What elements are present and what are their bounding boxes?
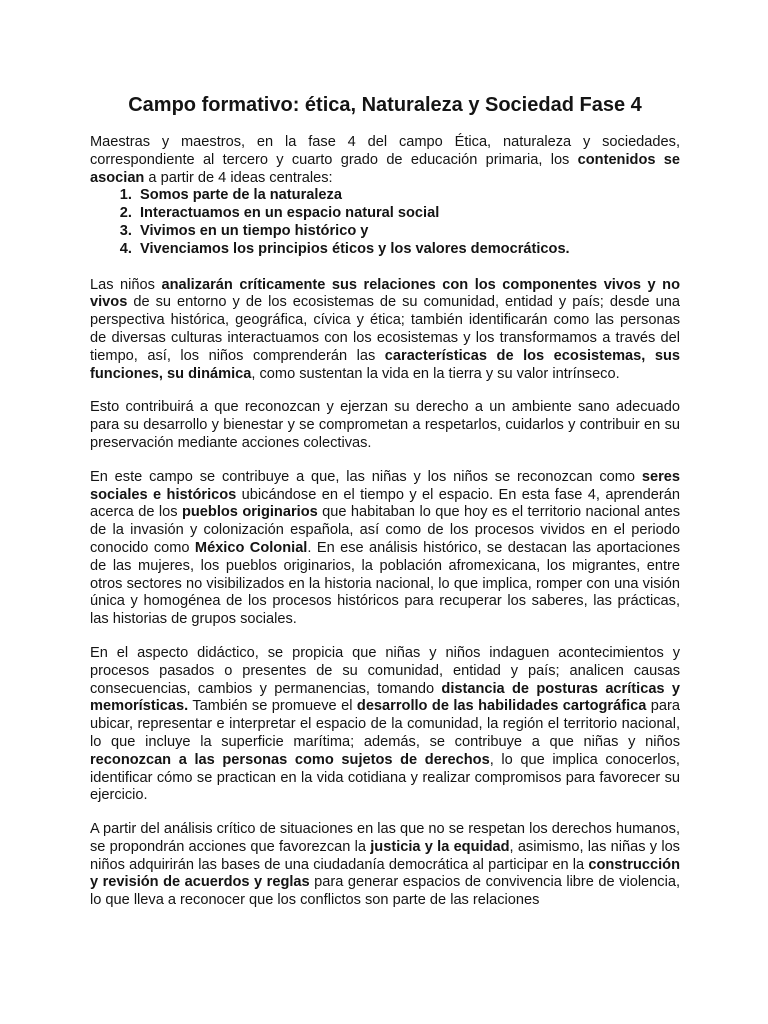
- paragraph-text: para ubicar, representar e interpretar el espacio de la comunidad, la región el territorio nacional, lo que incluye la superficie marítima; además, se contribuye a que niñas y niños: [90, 698, 681, 750]
- emphasis-text: seres sociales e históricos: [90, 468, 680, 503]
- paragraph-text: . En ese análisis histórico, se destacan las aportaciones de las mujeres, los pueblos originarios, la población afromexicana, los migrantes, entre otros sectores no visibilizados en la historia nacional, lo que implica, romper con una visión única y homogénea de los procesos históricos para recuperar los saberes, las prácticas, las historias de grupos sociales.: [90, 539, 680, 628]
- paragraph-text: Esto contribuirá a que reconozcan y ejerzan su derecho a un ambiente sano adecuado para su desarrollo y bienestar y se comprometan a respetarlos, cuidarlos y contribuir en su preservación mediante acciones colectivas.: [90, 399, 680, 451]
- paragraph-text: También se promueve el: [188, 698, 357, 715]
- paragraph-didactic: [90, 645, 680, 805]
- paragraph-text: , asimismo, las niñas y los niños adquirirán las bases de una ciudadanía democrática al participar en la: [90, 838, 680, 873]
- emphasis-text: contenidos se asocian: [90, 151, 680, 186]
- paragraph-text: Maestras y maestros, en la fase 4 del campo Ética, naturaleza y sociedades, correspondiente al tercero y cuarto grado de educación primaria, los: [90, 134, 680, 168]
- paragraph-text: , como sustentan la vida en la tierra y su valor intrínseco.: [251, 365, 620, 382]
- emphasis-text: pueblos originarios: [181, 504, 318, 521]
- emphasis-text: justicia y la equidad: [370, 838, 510, 855]
- paragraph-human-rights: [90, 821, 680, 910]
- paragraph-intro: [90, 134, 680, 187]
- emphasis-text: México Colonial: [194, 539, 308, 556]
- emphasis-text: distancia de posturas acríticas y memorísticas.: [90, 680, 680, 715]
- paragraph-text: ubicándose en el tiempo y el espacio. En esta fase 4, aprenderán acerca de los: [90, 486, 680, 521]
- paragraph-text: , lo que implica conocerlos, identificar cómo se practican en la vida cotidiana y realizar compromisos para favorecer su ejercicio.: [90, 751, 680, 804]
- idea-item: 1. Somos parte de la naturaleza: [136, 187, 680, 205]
- paragraph-text: a partir de 4 ideas centrales:: [144, 169, 333, 186]
- paragraph-social-historical: [90, 469, 680, 629]
- paragraph-healthy-environment: [90, 399, 680, 452]
- emphasis-text: reconozcan a las personas como sujetos de derechos: [90, 751, 490, 768]
- paragraph-text: En el aspecto didáctico, se propicia que niñas y niños indaguen acontecimientos y procesos pasados o presentes de su comunidad, entidad y país; analicen causas consecuencias, cambios y permanencias, tomando: [90, 644, 680, 697]
- document-title: Campo formativo: ética, Naturaleza y Sociedad Fase 4: [128, 94, 642, 116]
- paragraph-text: para generar espacios de convivencia libre de violencia, lo que lleva a reconocer que los conflictos son parte de las relaciones: [90, 874, 680, 909]
- paragraph-text: de su entorno y de los ecosistemas de su comunidad, entidad y país; desde una perspectiva histórica, geográfica, cívica y ética; también identificarán como las personas de diversas culturas interactuamos con los ecosistemas y los transformamos a través del tiempo, así, los niños comprenderán las: [90, 294, 680, 364]
- emphasis-text: construcción y revisión de acuerdos y reglas: [90, 856, 680, 891]
- emphasis-text: características de los ecosistemas, sus funciones, su dinámica: [90, 347, 681, 382]
- paragraph-text: que habitaban lo que hoy es el territorio nacional antes de la invasión y colonización española, así como de los procesos vividos en el periodo conocido como: [90, 504, 680, 556]
- central-ideas-list: [90, 187, 680, 258]
- emphasis-text: desarrollo de las habilidades cartográfica: [356, 698, 647, 715]
- paragraph-text: En este campo se contribuye a que, las niñas y los niños se reconozcan como: [90, 468, 642, 485]
- paragraph-text: A partir del análisis crítico de situaciones en las que no se respetan los derechos humanos, se propondrán acciones que favorezcan la: [90, 821, 680, 855]
- idea-item: 4. Vivenciamos los principios éticos y los valores democráticos.: [136, 241, 680, 259]
- paragraph-ecosystems: [90, 277, 680, 384]
- emphasis-text: analizarán críticamente sus relaciones con los componentes vivos y no vivos: [90, 276, 680, 311]
- idea-item: 2. Interactuamos en un espacio natural social: [136, 205, 680, 223]
- paragraph-text: Las niños: [90, 276, 162, 293]
- idea-item: 3. Vivimos en un tiempo histórico y: [136, 223, 680, 241]
